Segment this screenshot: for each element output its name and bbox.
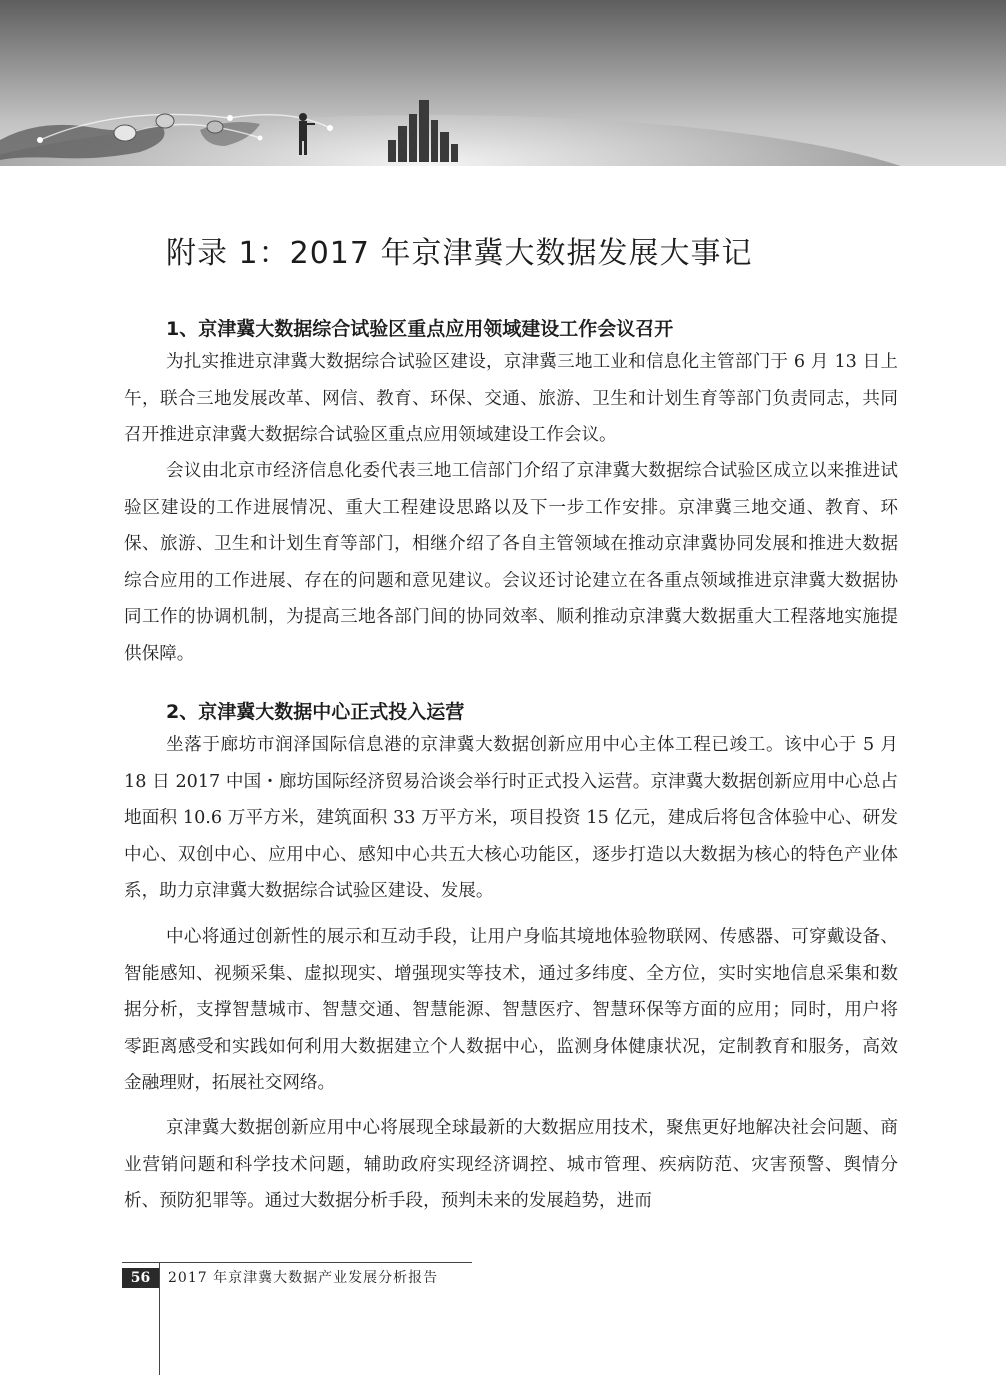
page-title: 附录 1：2017 年京津冀大数据发展大事记 bbox=[166, 236, 753, 271]
orb-shape bbox=[207, 121, 223, 133]
section-paragraph: 京津冀大数据创新应用中心将展现全球最新的大数据应用技术，聚焦更好地解决社会问题、商业营销问题和科学技术问题，辅助政府实现经济调控、城市管理、疾病防范、灾害预警、舆情分析、预防犯罪等。通过大数据分析手段，预判未来的发展趋势，进而 bbox=[124, 1118, 898, 1211]
section-paragraph: 为扎实推进京津冀大数据综合试验区建设，京津冀三地工业和信息化主管部门于 6 月 13 日上午，联合三地发展改革、网信、教育、环保、交通、旅游、卫生和计划生育等部门负责同志，共同召开推进京津冀大数据综合试验区重点应用领域建设工作会议。 bbox=[124, 352, 898, 445]
section-heading: 1、京津冀大数据综合试验区重点应用领域建设工作会议召开 bbox=[166, 318, 674, 340]
section-paragraph: 会议由北京市经济信息化委代表三地工信部门介绍了京津冀大数据综合试验区成立以来推进试验区建设的工作进展情况、重大工程建设思路以及下一步工作安排。京津冀三地交通、教育、环保、旅游、卫生和计划生育等部门，相继介绍了各自主管领域在推动京津冀协同发展和推进大数据综合应用的工作进展、存在的问题和意见建议。会议还讨论建立在各重点领域推进京津冀大数据协同工作的协调机制，为提高三地各部门间的协同效率、顺利推动京津冀大数据重大工程落地实施提供保障。 bbox=[124, 461, 898, 664]
section-heading: 2、京津冀大数据中心正式投入运营 bbox=[166, 701, 465, 723]
orb-shape bbox=[114, 125, 136, 141]
globe-city-illustration bbox=[0, 0, 1006, 166]
footer-vertical-rule bbox=[159, 1262, 160, 1375]
footer-divider bbox=[122, 1262, 472, 1263]
footer-book-title: 2017 年京津冀大数据产业发展分析报告 bbox=[168, 1270, 439, 1286]
page-number: 56 bbox=[122, 1268, 159, 1288]
section-paragraph: 中心将通过创新性的展示和互动手段，让用户身临其境地体验物联网、传感器、可穿戴设备、智能感知、视频采集、虚拟现实、增强现实等技术，通过多纬度、全方位，实时实地信息采集和数据分析，支撑智慧城市、智慧交通、智慧能源、智慧医疗、智慧环保等方面的应用；同时，用户将零距离感受和实践如何利用大数据建立个人数据中心，监测身体健康状况，定制教育和服务，高效金融理财，拓展社交网络。 bbox=[124, 927, 898, 1093]
section-paragraph: 坐落于廊坊市润泽国际信息港的京津冀大数据创新应用中心主体工程已竣工。该中心于 5 月 18 日 2017 中国・廊坊国际经济贸易洽谈会举行时正式投入运营。京津冀大数据创新应用中心总占地面积 10.6 万平方米，建筑面积 33 万平方米，项目投资 15 亿元，建成后将包含体验中心、研发中心、双创中心、应用中心、感知中心共五大核心功能区，逐步打造以大数据为核心的特色产业体系，助力京津冀大数据综合试验区建设、发展。 bbox=[124, 735, 898, 901]
orb-shape bbox=[156, 114, 174, 128]
header-banner bbox=[0, 0, 1006, 166]
